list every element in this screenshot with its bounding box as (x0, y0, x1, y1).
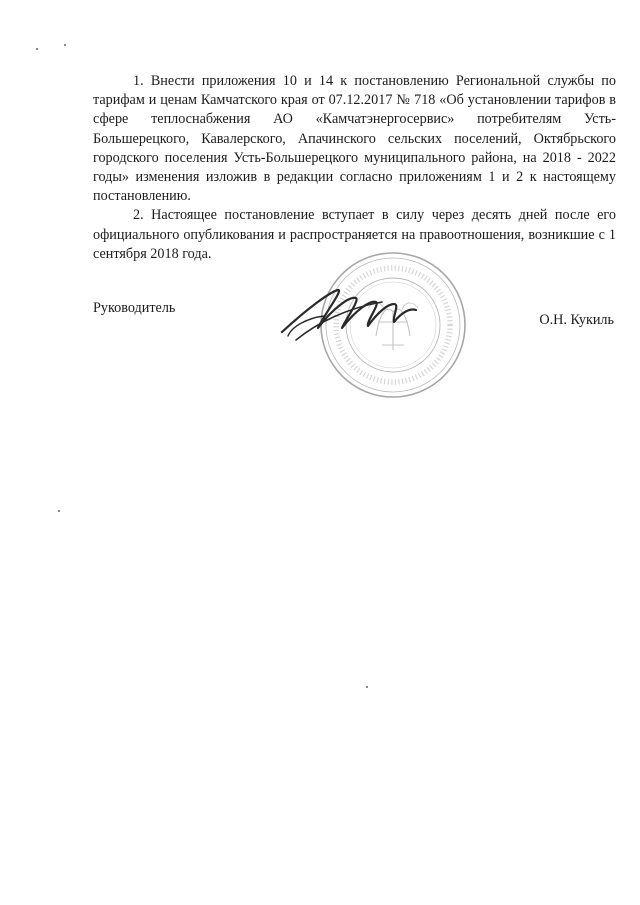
signatory-title: Руководитель (93, 300, 176, 316)
handwritten-signature (278, 278, 448, 348)
document-body (93, 72, 616, 264)
scan-speck (36, 48, 38, 50)
paragraph-1: 1. Внести приложения 10 и 14 к постановлению Региональной службы по тарифам и ценам Камчатского края от 07.12.2017 № 718 «Об установлении тарифов в сфере теплоснабжения АО «Камчатэнергосервис» потребителям Усть-Большерецкого, Кавалерского, Апачинского сельских поселений, Октябрьского городского поселения Усть-Большерецкого муниципального района, на 2018 - 2022 годы» изменения изложив в редакции согласно приложениям 1 и 2 к настоящему постановлению. (93, 73, 616, 205)
paragraph-2: 2. Настоящее постановление вступает в силу через десять дней после его официального опубликования и распространяется на правоотношения, возникшие с 1 сентября 2018 года. (93, 207, 616, 262)
scan-speck (64, 44, 66, 46)
signatory-name: О.Н. Кукиль (539, 312, 614, 328)
scan-speck (58, 510, 60, 512)
scan-speck (366, 686, 368, 688)
